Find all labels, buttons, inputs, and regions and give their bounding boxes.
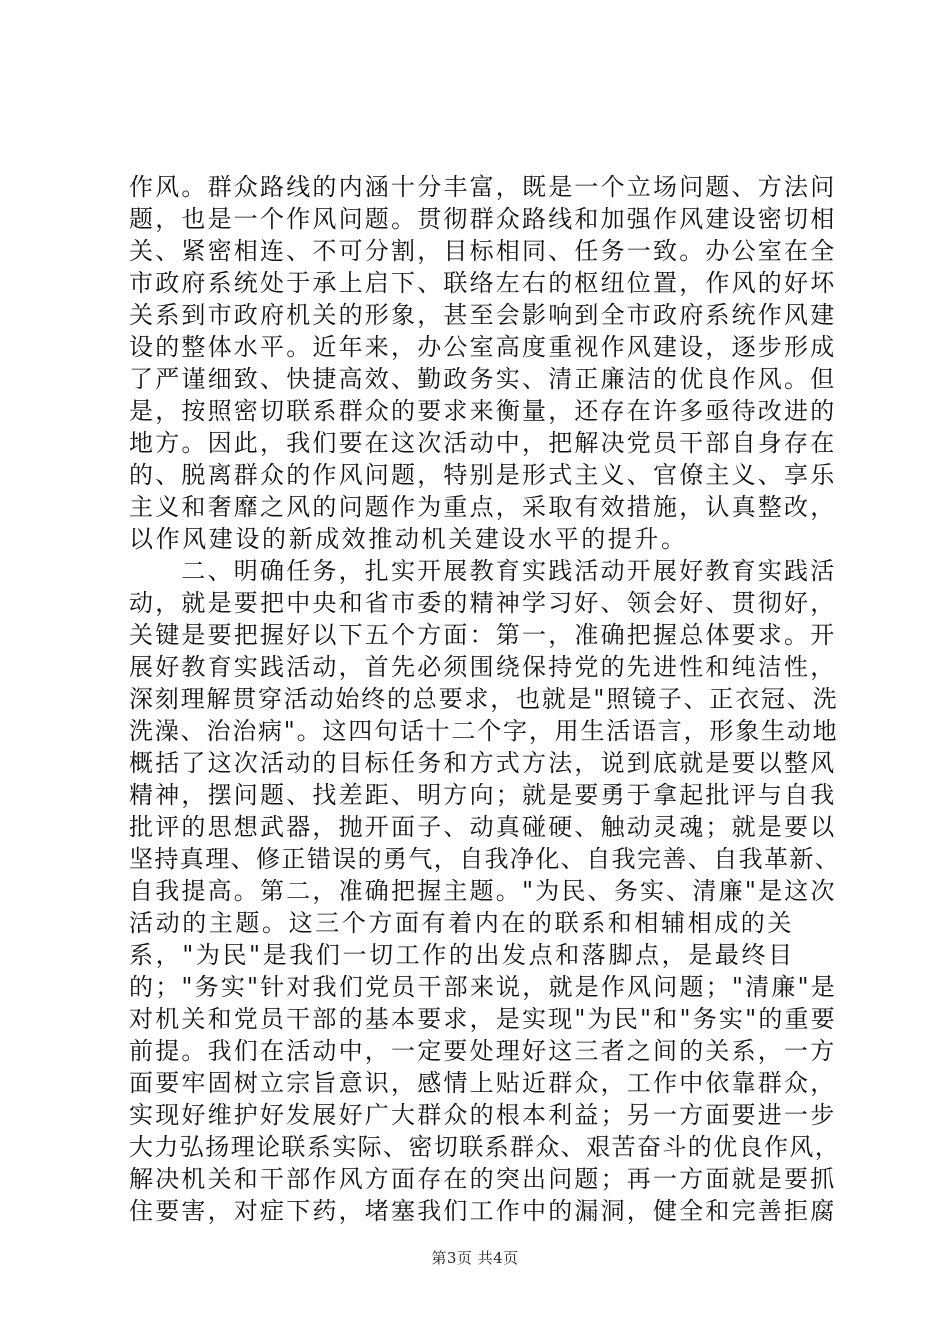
text-line: 动，就是要把中央和省市委的精神学习好、领会好、贯彻好， (129, 589, 837, 617)
text-line: 地方。因此，我们要在这次活动中，把解决党员干部自身存在 (129, 429, 837, 457)
text-line: 市政府系统处于承上启下、联络左右的枢纽位置，作风的好坏 (129, 269, 837, 297)
text-line: 活动的主题。这三个方面有着内在的联系和相辅相成的关 (129, 909, 794, 937)
text-line: 关系到市政府机关的形象，甚至会影响到全市政府系统作风建 (129, 301, 837, 329)
text-line: 洗澡、治治病"。这四句话十二个字，用生活语言，形象生动地 (129, 717, 839, 745)
text-line: 概括了这次活动的目标任务和方式方法，说到底就是要以整风 (129, 749, 837, 777)
text-line: 二、明确任务，扎实开展教育实践活动开展好教育实践活 (129, 557, 837, 585)
text-line: 设的整体水平。近年来，办公室高度重视作风建设，逐步形成 (129, 333, 837, 361)
body-text (129, 171, 841, 1227)
text-line: 精神，摆问题、找差距、明方向；就是要勇于拿起批评与自我 (129, 781, 837, 809)
text-line: 住要害，对症下药，堵塞我们工作中的漏洞，健全和完善拒腐 (129, 1197, 837, 1225)
page-footer: 第3页 共4页 (431, 1249, 519, 1267)
text-line: 大力弘扬理论联系实际、密切联系群众、艰苦奋斗的优良作风， (129, 1133, 841, 1161)
text-line: 对机关和党员干部的基本要求，是实现"为民"和"务实"的重要 (129, 1005, 837, 1033)
text-line: 坚持真理、修正错误的勇气，自我净化、自我完善、自我革新、 (129, 845, 841, 873)
text-line: 系，"为民"是我们一切工作的出发点和落脚点，是最终目 (129, 941, 795, 969)
text-line: 题，也是一个作风问题。贯彻群众路线和加强作风建设密切相 (129, 205, 837, 233)
text-line: 实现好维护好发展好广大群众的根本利益；另一方面要进一步 (129, 1101, 837, 1129)
text-line: 深刻理解贯穿活动始终的总要求，也就是"照镜子、正衣冠、洗 (129, 685, 839, 713)
text-line: 前提。我们在活动中，一定要处理好这三者之间的关系，一方 (129, 1037, 837, 1065)
text-line: 以作风建设的新成效推动机关建设水平的提升。 (129, 525, 688, 553)
text-line: 的、脱离群众的作风问题，特别是形式主义、官僚主义、享乐 (129, 461, 837, 489)
text-line: 自我提高。第二，准确把握主题。"为民、务实、清廉"是这次 (129, 877, 837, 905)
text-line: 展好教育实践活动，首先必须围绕保持党的先进性和纯洁性， (129, 653, 837, 681)
text-line: 的；"务实"针对我们党员干部来说，就是作风问题；"清廉"是 (129, 973, 837, 1001)
text-line: 解决机关和干部作风方面存在的突出问题；再一方面就是要抓 (129, 1165, 837, 1193)
text-line: 作风。群众路线的内涵十分丰富，既是一个立场问题、方法问 (129, 173, 837, 201)
text-line: 批评的思想武器，抛开面子、动真碰硬、触动灵魂；就是要以 (129, 813, 837, 841)
text-line: 面要牢固树立宗旨意识，感情上贴近群众，工作中依靠群众， (129, 1069, 837, 1097)
text-line: 关、紧密相连、不可分割，目标相同、任务一致。办公室在全 (129, 237, 837, 265)
text-line: 主义和奢靡之风的问题作为重点，采取有效措施，认真整改， (129, 493, 837, 521)
text-line: 了严谨细致、快捷高效、勤政务实、清正廉洁的优良作风。但 (129, 365, 837, 393)
text-line: 关键是要把握好以下五个方面：第一，准确把握总体要求。开 (129, 621, 837, 649)
text-line: 是，按照密切联系群众的要求来衡量，还存在许多亟待改进的 (129, 397, 837, 425)
